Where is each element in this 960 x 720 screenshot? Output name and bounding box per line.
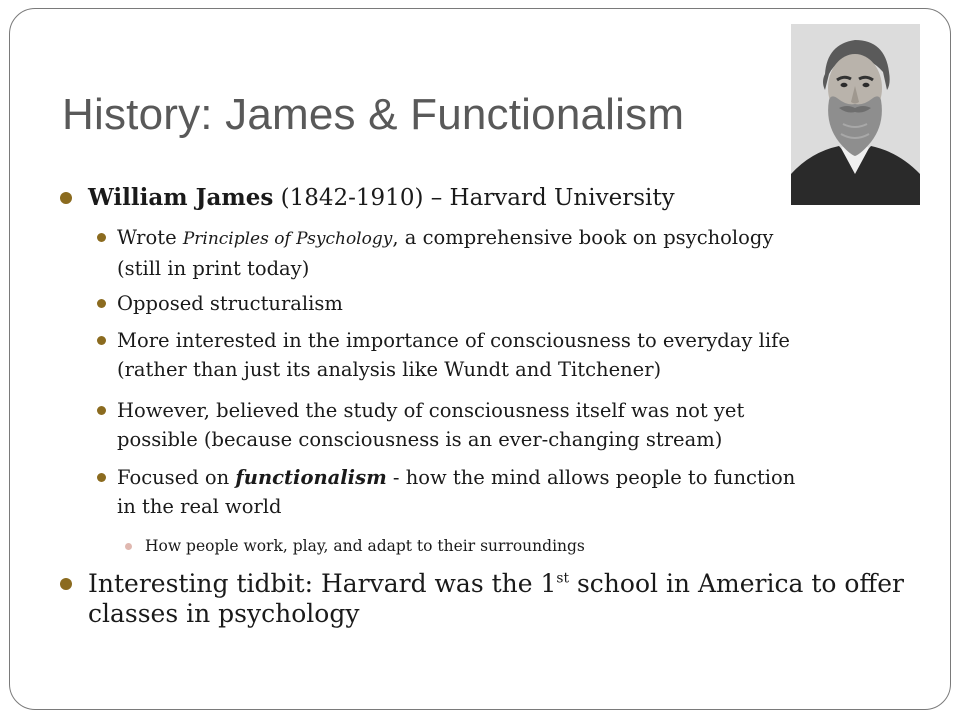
bullet-text-line2: (still in print today) (117, 257, 310, 280)
bullet-text: Opposed structuralism (117, 292, 343, 315)
bullet-text: Interesting tidbit: Harvard was the 1 (88, 569, 557, 598)
bullet-interested (117, 326, 837, 384)
bullet-text: (1842-1910) – Harvard University (273, 185, 675, 211)
bullet-text: , a comprehensive book on psychology (392, 226, 774, 249)
bullet-text: Focused on (117, 466, 236, 489)
bullet-opposed-structuralism (117, 289, 837, 318)
book-title: Principles of Psychology (182, 229, 393, 249)
bullet-william-james (88, 183, 675, 213)
bullet-text: - how the mind allows people to function (386, 466, 796, 489)
bullet-marker (97, 406, 106, 415)
bullet-text-line2: (rather than just its analysis like Wundt and Titchener) (117, 358, 662, 381)
superscript-st: st (556, 570, 570, 587)
slide-title: History: James & Functionalism (62, 90, 685, 139)
sub-bullet-work-play (145, 535, 585, 557)
portrait-photo (791, 24, 920, 205)
bullet-marker (60, 578, 72, 590)
functionalism-term: functionalism (235, 466, 387, 489)
bullet-text: However, believed the study of consciousness itself was not yet (117, 399, 745, 422)
bullet-text: How people work, play, and adapt to their surroundings (145, 537, 585, 555)
bullet-text-line2: in the real world (117, 495, 282, 518)
bullet-principles-book (117, 223, 837, 283)
bullet-marker (60, 192, 72, 204)
bullet-marker (125, 543, 132, 550)
bullet-text-line2: classes in psychology (88, 599, 360, 628)
bullet-text: More interested in the importance of consciousness to everyday life (117, 329, 790, 352)
bullet-marker (97, 473, 106, 482)
bullet-name: William James (88, 184, 274, 211)
bullet-marker (97, 299, 106, 308)
bullet-tidbit (88, 569, 904, 629)
bullet-marker (97, 336, 106, 345)
bullet-text-line2: possible (because consciousness is an ever-changing stream) (117, 428, 723, 451)
bullet-functionalism (117, 463, 837, 521)
bullet-text: Wrote (117, 226, 183, 249)
portrait-illustration (791, 24, 920, 205)
bullet-text: school in America to offer (569, 569, 904, 598)
bullet-marker (97, 233, 106, 242)
bullet-however (117, 396, 837, 454)
